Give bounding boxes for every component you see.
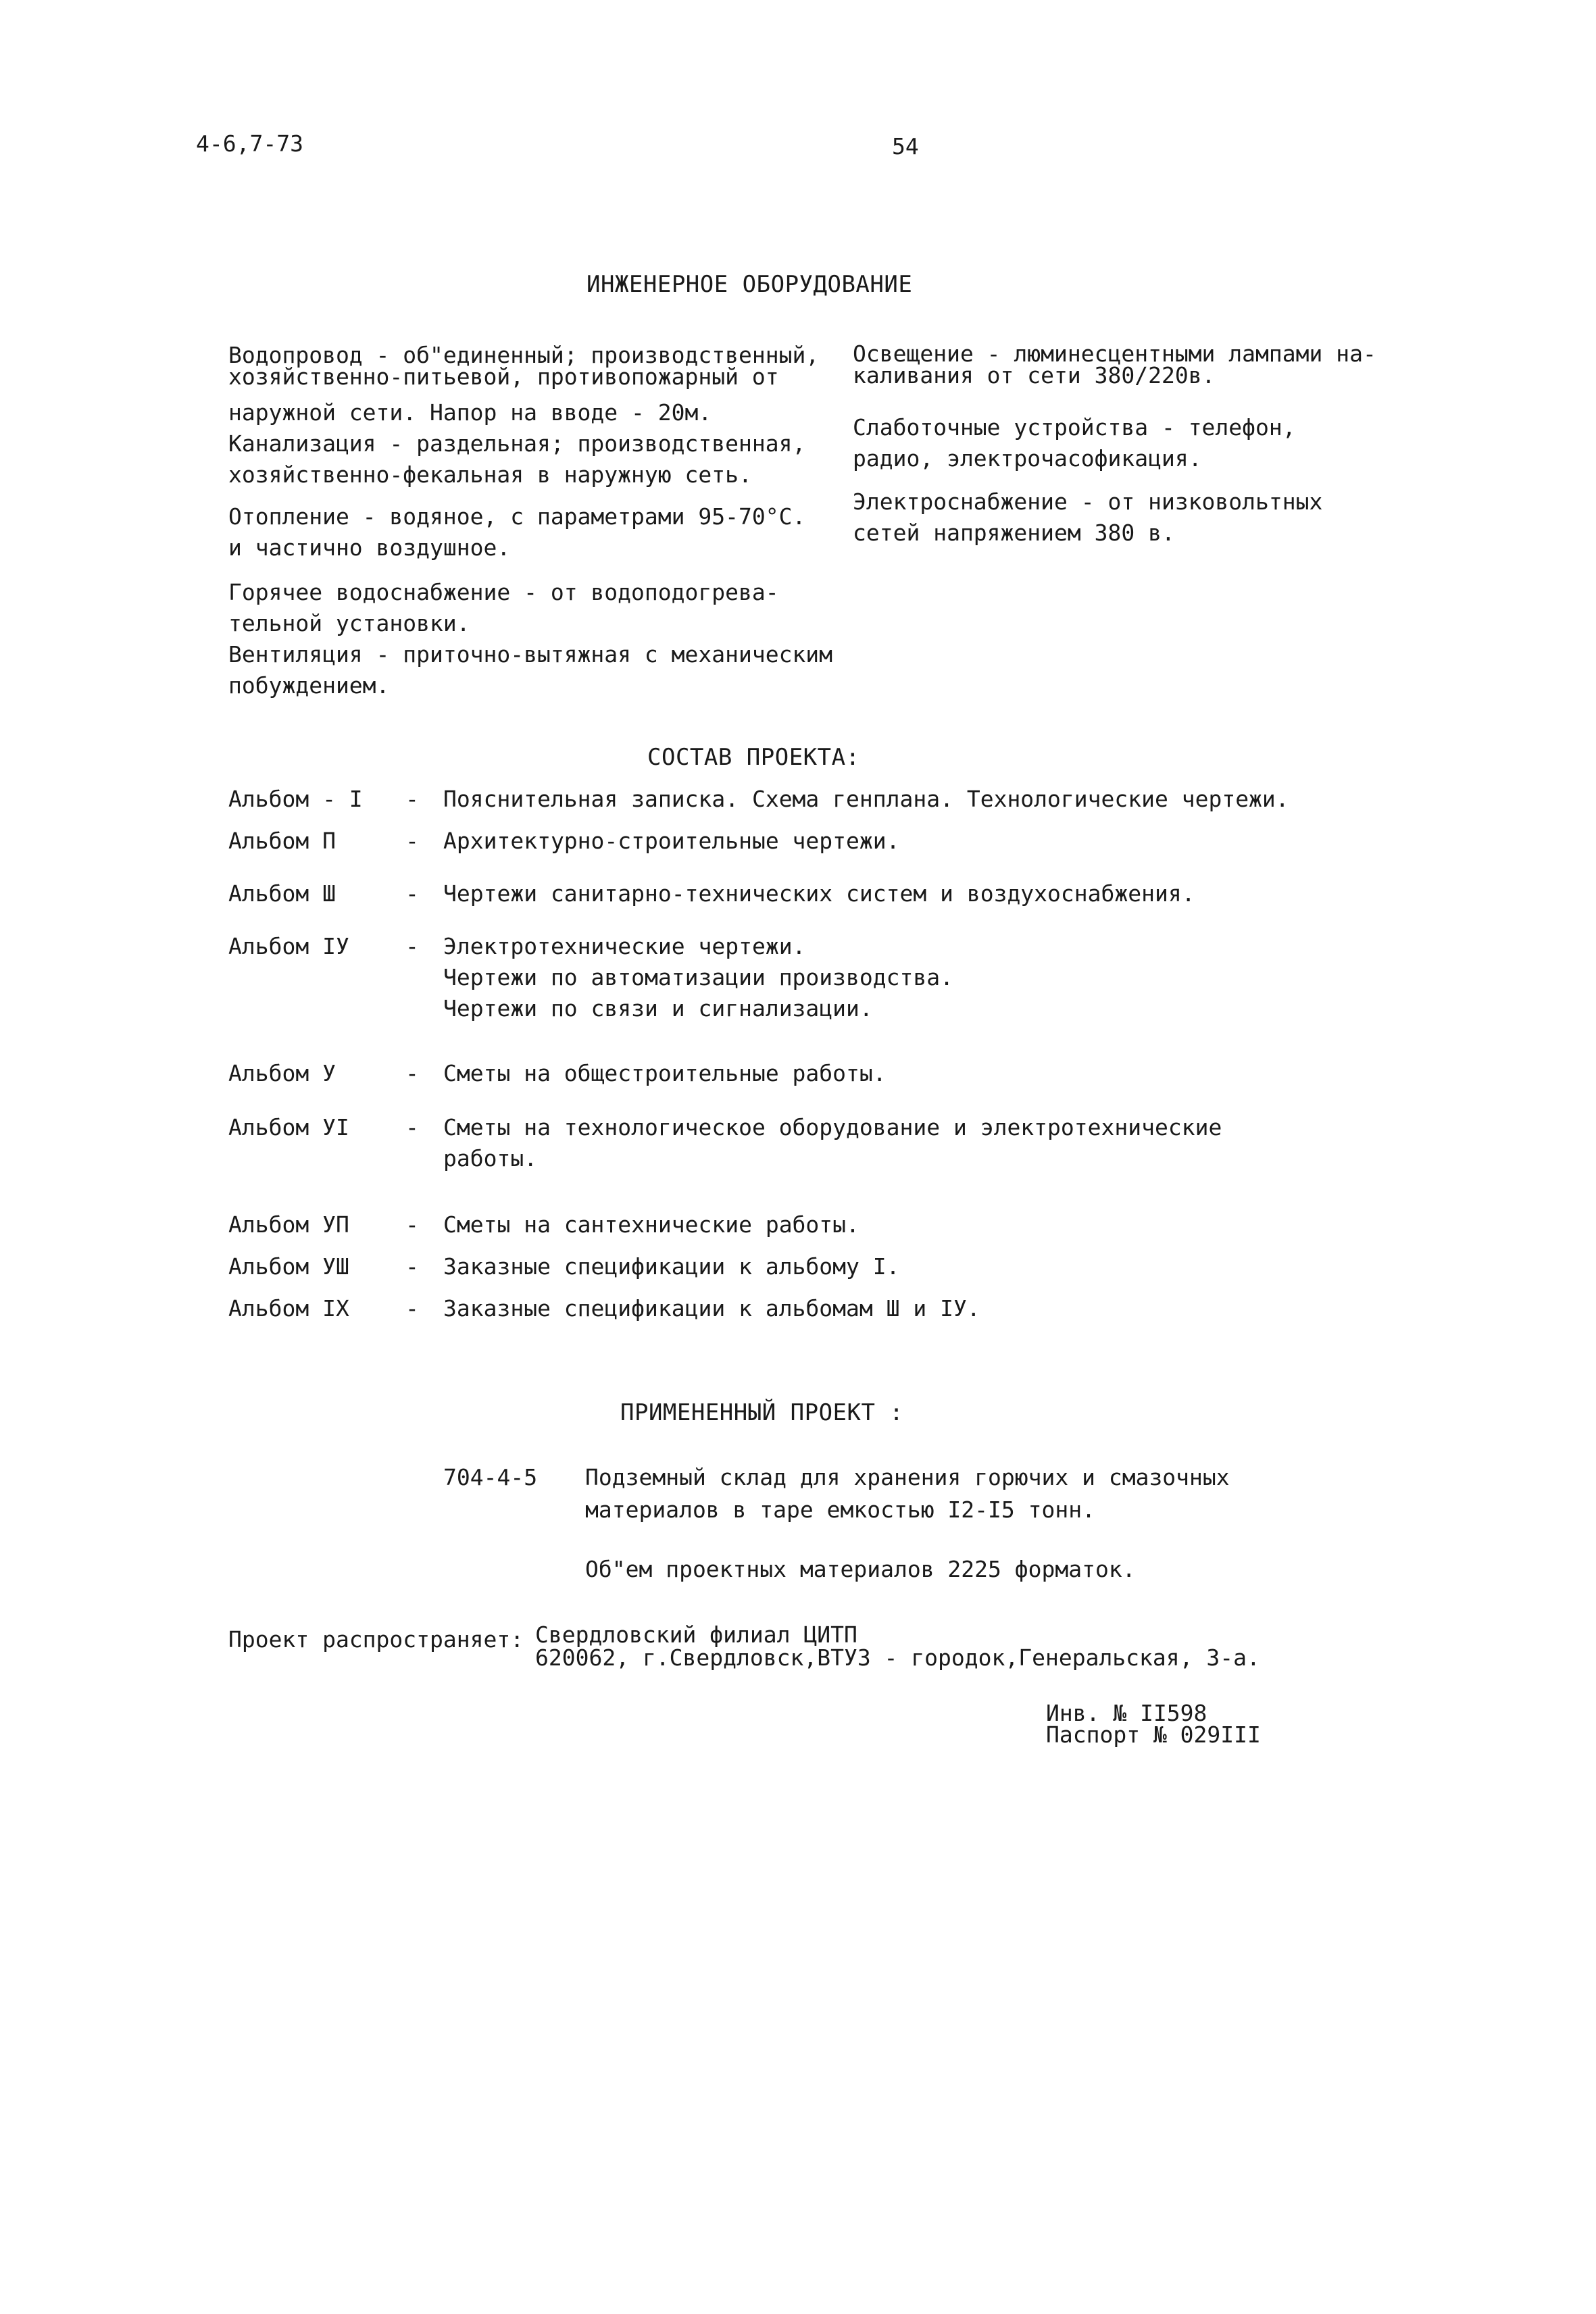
album-label: Альбом IУ [228, 933, 349, 959]
album-description: Электротехнические чертежи. [443, 933, 806, 959]
album-description: Архитектурно-строительные чертежи. [443, 828, 900, 854]
section-title-composition: СОСТАВ ПРОЕКТА: [647, 744, 860, 771]
album-label: Альбом УШ [228, 1253, 349, 1280]
album-description: Сметы на сантехнические работы. [443, 1211, 859, 1238]
album-label: Альбом Ш [228, 880, 336, 907]
album-description: работы. [443, 1145, 538, 1172]
materials-volume: Об"ем проектных материалов 2225 форматок. [585, 1556, 1136, 1582]
text-line: хозяйственно-питьевой, противопожарный от [228, 363, 779, 390]
album-label: Альбом П [228, 828, 336, 854]
applied-project-desc-line2: материалов в таре емкостью I2-I5 тонн. [585, 1496, 1095, 1523]
engineering-right-column [853, 343, 1376, 549]
section-title-applied: ПРИМЕНЕННЫЙ ПРОЕКТ : [620, 1399, 904, 1426]
text-line: Слаботочные устройства - телефон, [853, 414, 1296, 441]
applied-project-code: 704-4-5 [443, 1464, 538, 1490]
text-line: Освещение - люминесцентными лампами на- [853, 341, 1376, 367]
dash: - [405, 1060, 419, 1086]
album-description: Заказные спецификации к альбому I. [443, 1253, 900, 1280]
dash: - [405, 880, 419, 907]
album-label: Альбом - I [228, 786, 363, 812]
dash: - [405, 1211, 419, 1238]
text-line: радио, электрочасофикация. [853, 445, 1202, 472]
text-line: Электроснабжение - от низковольтных [853, 488, 1323, 515]
passport-number: Паспорт № 029III [1046, 1721, 1261, 1748]
album-description: Заказные спецификации к альбомам Ш и IУ. [443, 1295, 980, 1322]
dash: - [405, 786, 419, 812]
page-number: 54 [892, 133, 919, 159]
text-line: Вентиляция - приточно-вытяжная с механическим [228, 641, 833, 668]
text-line: каливания от сети 380/220в. [853, 362, 1216, 388]
album-label: Альбом IX [228, 1295, 349, 1322]
text-line: сетей напряжением 380 в. [853, 520, 1175, 546]
distribution-address: 620062, г.Свердловск,ВТУЗ - городок,Генеральская, 3-а. [535, 1644, 1260, 1671]
album-description: Пояснительная записка. Схема генплана. Технологические чертежи. [443, 786, 1289, 812]
text-line: побуждением. [228, 672, 390, 699]
inventory-number: Инв. № II598 [1046, 1700, 1207, 1726]
text-line: Отопление - водяное, с параметрами 95-70°С. [228, 503, 806, 530]
text-line: Горячее водоснабжение - от водоподогрева- [228, 579, 779, 605]
document-code: 4-6,7-73 [196, 130, 303, 157]
album-label: Альбом УП [228, 1211, 349, 1238]
text-line: Канализация - раздельная; производственная, [228, 430, 806, 457]
dash: - [405, 933, 419, 959]
album-description: Чертежи санитарно-технических систем и воздухоснабжения. [443, 880, 1195, 907]
text-line: и частично воздушное. [228, 534, 511, 561]
text-line: наружной сети. Напор на вводе - 20м. [228, 399, 712, 426]
dash: - [405, 1295, 419, 1322]
album-description: Чертежи по связи и сигнализации. [443, 995, 873, 1022]
applied-project-desc-line1: Подземный склад для хранения горючих и смазочных [585, 1464, 1230, 1490]
album-description: Сметы на технологическое оборудование и электротехнические [443, 1114, 1222, 1140]
album-description: Чертежи по автоматизации производства. [443, 964, 953, 990]
dash: - [405, 828, 419, 854]
album-label: Альбом У [228, 1060, 336, 1086]
text-line: Водопровод - об"единенный; производственный, [228, 342, 820, 368]
engineering-left-column [228, 342, 833, 701]
section-title-engineering: ИНЖЕНЕРНОЕ ОБОРУДОВАНИЕ [587, 271, 913, 298]
dash: - [405, 1114, 419, 1140]
text-line: хозяйственно-фекальная в наружную сеть. [228, 461, 752, 488]
dash: - [405, 1253, 419, 1280]
distribution-org: Свердловский филиал ЦИТП [535, 1621, 857, 1648]
album-description: Сметы на общестроительные работы. [443, 1060, 887, 1086]
text-line: тельной установки. [228, 610, 470, 636]
distribution-label: Проект распространяет: [228, 1626, 524, 1653]
album-label: Альбом УI [228, 1114, 349, 1140]
